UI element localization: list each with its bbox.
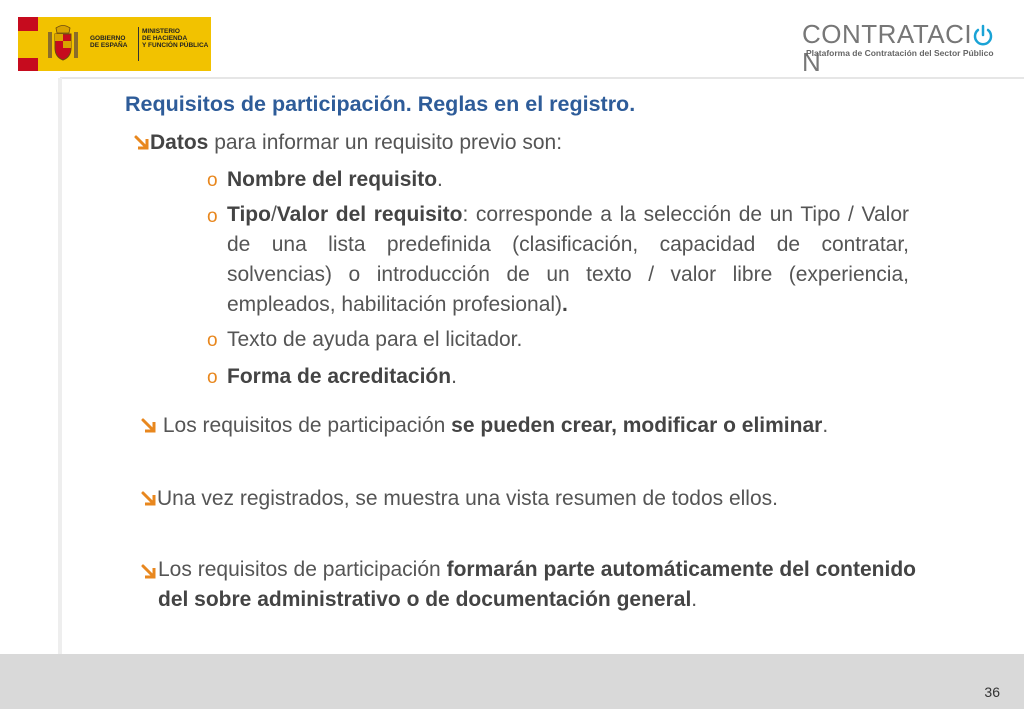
- point-sobre-administrativo: Los requisitos de participación formarán parte automáticamente del contenido del sobre administrativo o de documentación general.: [158, 558, 916, 611]
- sub-bullet: o: [207, 206, 218, 227]
- arrow-bullet-icon: [140, 413, 157, 430]
- sub-bullet: o: [207, 367, 218, 388]
- gobierno-logo: [18, 17, 211, 71]
- coat-of-arms-icon: [44, 24, 82, 64]
- sub-item-texto-ayuda: Texto de ayuda para el licitador.: [227, 328, 523, 351]
- sub-item-tipo-valor: Tipo/Valor del requisito: corresponde a la selección de un Tipo / Valor de una lista predefinida (clasificación, capacidad de contratar, solvencias) o introducción de un texto / valor libre (experiencia, empleados, habilitación profesional).: [227, 203, 909, 316]
- header-divider: [60, 77, 1024, 79]
- point-vista-resumen: Una vez registrados, se muestra una vista resumen de todos ellos.: [140, 484, 778, 514]
- header: [0, 0, 1024, 78]
- footer: [0, 654, 1024, 709]
- brand-name: CONTRATACIN: [802, 20, 1012, 76]
- sub-bullet: o: [207, 170, 218, 191]
- contratacion-logo: [802, 19, 1012, 77]
- arrow-bullet-icon: [140, 486, 157, 503]
- brand-subtitle: Plataforma de Contratación del Sector Público: [806, 48, 994, 58]
- spain-flag-icon: [18, 17, 38, 71]
- sub-item-nombre: Nombre del requisito.: [227, 168, 443, 191]
- page-number: 36: [984, 684, 1000, 700]
- slide-title: Requisitos de participación. Reglas en el registro.: [125, 92, 636, 116]
- arrow-bullet-icon: [140, 563, 157, 580]
- sub-bullet: o: [207, 330, 218, 351]
- sub-item-forma-acreditacion: Forma de acreditación.: [227, 365, 457, 388]
- point-crear-modificar: Los requisitos de participación se pueden crear, modificar o eliminar.: [140, 411, 828, 441]
- arrow-bullet-icon: [133, 130, 150, 147]
- power-icon: [972, 23, 994, 45]
- ministerio-text: MINISTERIO DE HACIENDA Y FUNCIÓN PÚBLICA: [142, 28, 209, 49]
- intro-line: Datos para informar un requisito previo son:: [133, 128, 562, 158]
- gobierno-text: GOBIERNO DE ESPAÑA: [90, 35, 128, 49]
- left-rule: [58, 78, 62, 654]
